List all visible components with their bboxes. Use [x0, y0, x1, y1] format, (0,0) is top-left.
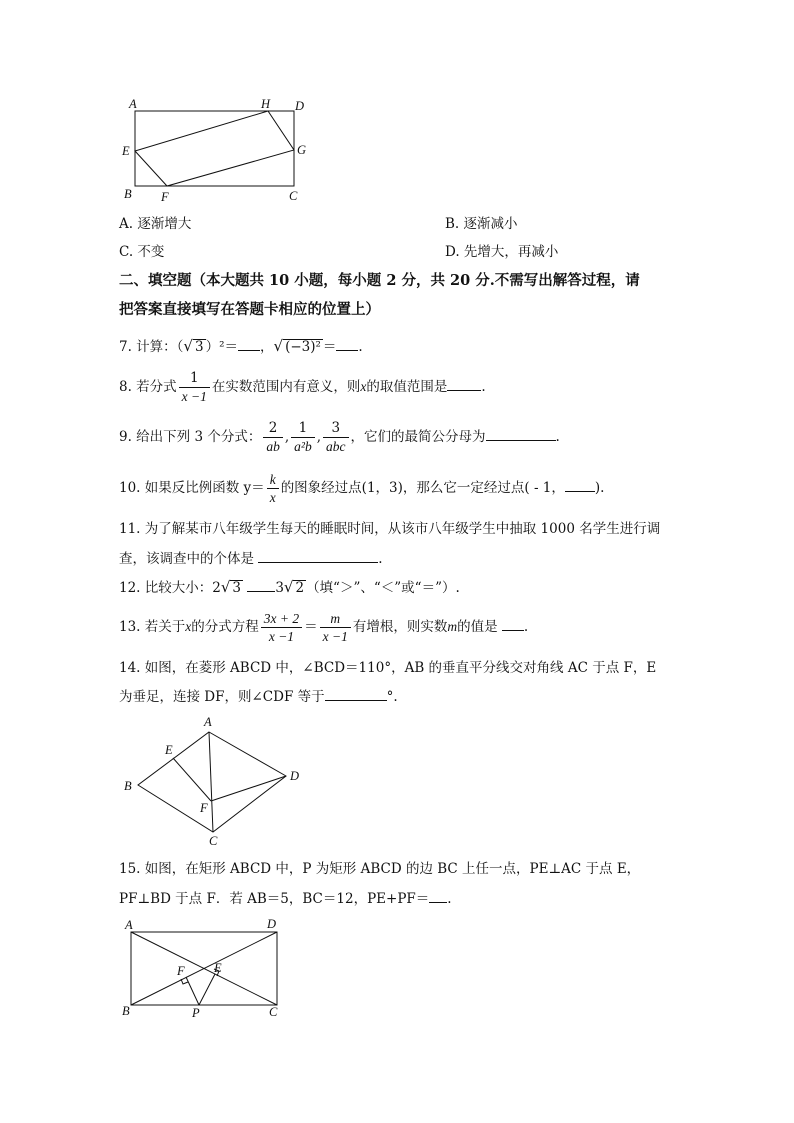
question-9: 9. 给出下列 3 个分式： $\frac{2}{ab}$ , $\frac{1}{\text{a²b}}$ , $\frac{3}{\text{abc}}$ ，它们的最简公分母为 . — [119, 420, 560, 454]
label-A: A — [129, 97, 137, 111]
option-b: B. 逐渐减小 — [445, 216, 518, 232]
label-B: B — [122, 1004, 130, 1018]
question-13: 13. 若关于x的分式方程 $\frac{3x + 2}{x -1}$ ＝ $\frac{m}{x -1}$ 有增根，则实数m的值是 . — [119, 611, 529, 644]
question-8: 8. 若分式 $\frac{1}{x -1}$ 在实数范围内有意义，则x的取值范围是 . — [119, 370, 486, 404]
question-14-line2: 为垂足，连接 DF，则∠CDF 等于 °. — [119, 686, 398, 707]
label-H: H — [261, 97, 271, 111]
label-E: E — [122, 144, 130, 158]
question-15-line1: 15. 如图，在矩形 ABCD 中，P 为矩形 ABCD 的边 BC 上任一点，PE⊥AC 于点 E， — [119, 861, 641, 877]
label-E: E — [214, 961, 222, 975]
label-F: F — [177, 964, 185, 978]
label-A: A — [125, 918, 133, 932]
label-A: A — [204, 715, 212, 729]
question-11-line2: 查，该调查中的个体是 . — [119, 548, 383, 569]
label-B: B — [124, 187, 132, 201]
label-C: C — [269, 1005, 278, 1019]
figure-rectangle-diagonals — [118, 914, 318, 1022]
question-15-line2: PF⊥BD 于点 F．若 AB＝5，BC＝12，PE+PF＝ . — [119, 888, 452, 909]
label-B: B — [124, 779, 132, 793]
question-7: 7. 计算：（√ 3 ）²＝ ，√ (−3)² ＝ . — [119, 337, 363, 355]
label-C: C — [209, 834, 218, 848]
figure-rhombus — [118, 712, 318, 852]
label-E: E — [165, 743, 173, 757]
section-heading-line1: 二、填空题（本大题共 10 小题，每小题 2 分，共 20 分.不需写出解答过程，请 — [119, 272, 640, 289]
label-D: D — [295, 99, 305, 113]
question-11-line1: 11. 为了解某市八年级学生每天的睡眠时间，从该市八年级学生中抽取 1000 名学生进行调 — [119, 521, 661, 537]
option-c: C. 不变 — [119, 244, 165, 260]
figure-rectangle-parallelogram — [118, 94, 318, 206]
question-12: 12. 比较大小：2√ 3 3√ 2 （填“＞”、“＜”或“＝”）. — [119, 578, 460, 596]
label-D: D — [267, 917, 277, 931]
question-10: 10. 如果反比例函数 y＝ $\frac{k}{x}$ 的图象经过点(1，3)，那么它一定经过点( - 1， ). — [119, 472, 605, 505]
option-a: A. 逐渐增大 — [119, 216, 192, 232]
label-G: G — [297, 143, 307, 157]
option-d: D. 先增大，再减小 — [445, 244, 559, 260]
label-P: P — [192, 1006, 200, 1020]
label-C: C — [289, 189, 298, 203]
label-F: F — [200, 801, 208, 815]
section-heading-line2: 把答案直接填写在答题卡相应的位置上） — [119, 301, 380, 318]
label-F: F — [161, 190, 169, 204]
label-D: D — [290, 769, 300, 783]
question-14-line1: 14. 如图，在菱形 ABCD 中，∠BCD＝110°，AB 的垂直平分线交对角线 AC 于点 F，E — [119, 660, 657, 676]
